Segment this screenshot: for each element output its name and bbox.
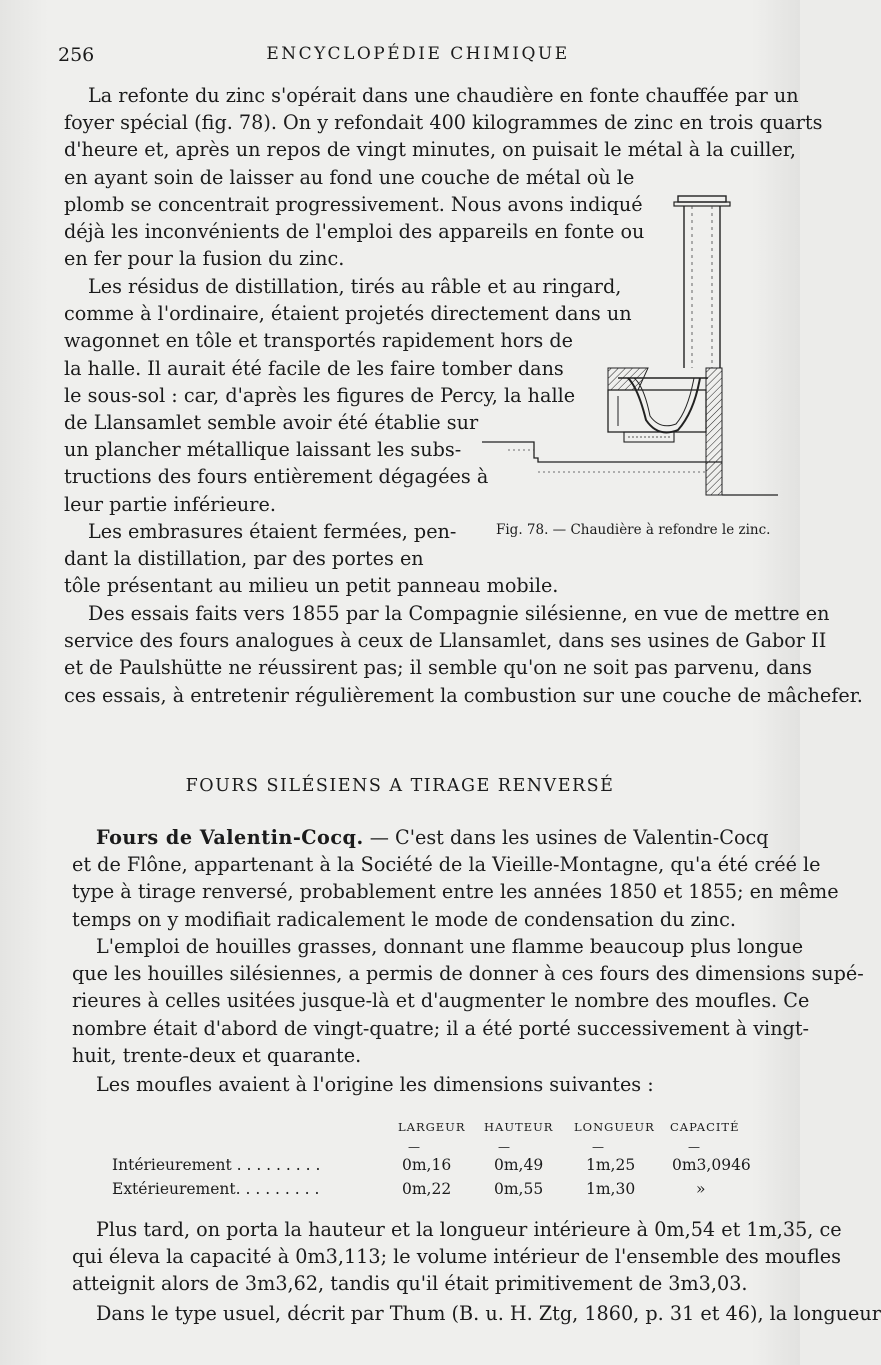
text-line: service des fours analogues à ceux de Llansamlet, dans ses usines de Gabor II bbox=[64, 629, 827, 653]
text-line: La refonte du zinc s'opérait dans une chaudière en fonte chauffée par un bbox=[88, 84, 799, 107]
text-line: que les houilles silésiennes, a permis de donner à ces fours des dimensions supé- bbox=[72, 962, 864, 986]
table-cell: 0m,22 bbox=[402, 1180, 452, 1198]
page-header bbox=[58, 44, 778, 70]
section-lead-heading: Fours de Valentin-Cocq. bbox=[96, 826, 364, 849]
text-line: déjà les inconvénients de l'emploi des appareils en fonte ou bbox=[64, 220, 645, 244]
section-title: FOURS SILÉSIENS A TIRAGE RENVERSÉ bbox=[185, 776, 615, 796]
text-line: foyer spécial (fig. 78). On y refondait 400 kilogrammes de zinc en trois quarts bbox=[64, 111, 823, 135]
chimney-cap bbox=[678, 196, 726, 202]
table-cell: » bbox=[696, 1180, 706, 1198]
text-line: Dans le type usuel, décrit par Thum (B. u. H. Ztg, 1860, p. 31 et 46), la longueur bbox=[96, 1302, 881, 1325]
moufles-intro bbox=[96, 1071, 696, 1098]
text-line: ces essais, à entretenir régulièrement la combustion sur une couche de mâchefer. bbox=[64, 683, 863, 707]
text-line: en ayant soin de laisser au fond une couche de métal où le bbox=[64, 165, 635, 189]
text-line: plomb se concentrait progressivement. Nous avons indiqué bbox=[64, 192, 643, 216]
text-line: dant la distillation, par des portes en bbox=[64, 547, 424, 571]
masonry-right bbox=[706, 368, 722, 495]
table-cell: 0m3,0946 bbox=[672, 1156, 751, 1174]
column-header: CAPACITÉ bbox=[670, 1120, 740, 1134]
table-cell: 0m,16 bbox=[402, 1156, 452, 1174]
column-dash: — bbox=[498, 1140, 510, 1154]
page-number: 256 bbox=[58, 44, 95, 66]
row-label: Intérieurement . . . . . . . . . bbox=[112, 1156, 321, 1174]
houilles-paragraph bbox=[72, 933, 864, 1069]
text-line: Les résidus de distillation, tirés au râble et au ringard, bbox=[88, 275, 622, 298]
column-header: LARGEUR bbox=[398, 1120, 466, 1134]
figure-caption: Fig. 78. — Chaudière à refondre le zinc. bbox=[496, 522, 771, 538]
row-label: Extérieurement. . . . . . . . . bbox=[112, 1180, 320, 1198]
text-line: de Llansamlet semble avoir été établie sur bbox=[64, 411, 479, 435]
running-title: ENCYCLOPÉDIE CHIMIQUE bbox=[266, 44, 570, 64]
text-line: Plus tard, on porta la hauteur et la longueur intérieure à 0m,54 et 1m,35, ce bbox=[96, 1218, 842, 1241]
floor-line bbox=[482, 442, 722, 462]
text-line: comme à l'ordinaire, étaient projetés directement dans un bbox=[64, 302, 632, 326]
text-line: temps on y modifiait radicalement le mode de condensation du zinc. bbox=[72, 907, 737, 931]
text-line: la halle. Il aurait été facile de les faire tomber dans bbox=[64, 356, 564, 380]
text-line: un plancher métallique laissant les subs- bbox=[64, 438, 462, 462]
text-line: Les moufles avaient à l'origine les dimensions suivantes : bbox=[96, 1073, 654, 1096]
text-line: L'emploi de houilles grasses, donnant une flamme beaucoup plus longue bbox=[96, 935, 804, 958]
text-line: tôle présentant au milieu un petit panneau mobile. bbox=[64, 574, 559, 598]
table-cell: 0m,49 bbox=[494, 1156, 544, 1174]
text-line: et de Paulshütte ne réussirent pas; il semble qu'on ne soit pas parvenu, dans bbox=[64, 656, 812, 680]
text-line: atteignit alors de 3m3,62, tandis qu'il était primitivement de 3m3,03. bbox=[72, 1272, 748, 1296]
text-line: huit, trente-deux et quarante. bbox=[72, 1043, 362, 1067]
cauldron-inner bbox=[634, 378, 694, 426]
text-line: et de Flône, appartenant à la Société de la Vieille-Montagne, qu'a été créé le bbox=[72, 853, 821, 877]
text-line: nombre était d'abord de vingt-quatre; il a été porté successivement à vingt- bbox=[72, 1016, 810, 1040]
essais-paragraph bbox=[64, 600, 863, 709]
table-cell: 0m,55 bbox=[494, 1180, 544, 1198]
text-line: Des essais faits vers 1855 par la Compagnie silésienne, en vue de mettre en bbox=[88, 602, 830, 625]
table-cell: 1m,30 bbox=[586, 1180, 636, 1198]
plus-tard-paragraph bbox=[72, 1216, 842, 1298]
text-line: — C'est dans les usines de Valentin-Cocq bbox=[363, 826, 769, 849]
embrasure-paragraph bbox=[64, 518, 559, 600]
text-line: wagonnet en tôle et transportés rapidement hors de bbox=[64, 329, 574, 353]
column-dash: — bbox=[408, 1140, 420, 1154]
text-line: Les embrasures étaient fermées, pen- bbox=[88, 520, 457, 543]
valentin-paragraph bbox=[72, 824, 839, 933]
column-dash: — bbox=[688, 1140, 700, 1154]
text-line: type à tirage renversé, probablement entre les années 1850 et 1855; en même bbox=[72, 880, 839, 904]
final-paragraph bbox=[72, 1300, 881, 1327]
text-line: d'heure et, après un repos de vingt minutes, on puisait le métal à la cuiller, bbox=[64, 138, 796, 162]
text-line: en fer pour la fusion du zinc. bbox=[64, 247, 345, 271]
column-header: HAUTEUR bbox=[484, 1120, 554, 1134]
column-header: LONGUEUR bbox=[574, 1120, 655, 1134]
table-cell: 1m,25 bbox=[586, 1156, 636, 1174]
text-line: leur partie inférieure. bbox=[64, 492, 276, 516]
figure-78-cauldron-diagram bbox=[478, 190, 798, 510]
furnace-body bbox=[608, 390, 706, 432]
column-dash: — bbox=[592, 1140, 604, 1154]
text-line: tructions des fours entièrement dégagées à bbox=[64, 465, 489, 489]
text-line: le sous-sol : car, d'après les figures de Percy, la halle bbox=[64, 383, 576, 407]
text-line: rieures à celles usitées jusque-là et d'augmenter le nombre des moufles. Ce bbox=[72, 989, 810, 1013]
text-line: qui éleva la capacité à 0m3,113; le volume intérieur de l'ensemble des moufles bbox=[72, 1245, 841, 1269]
